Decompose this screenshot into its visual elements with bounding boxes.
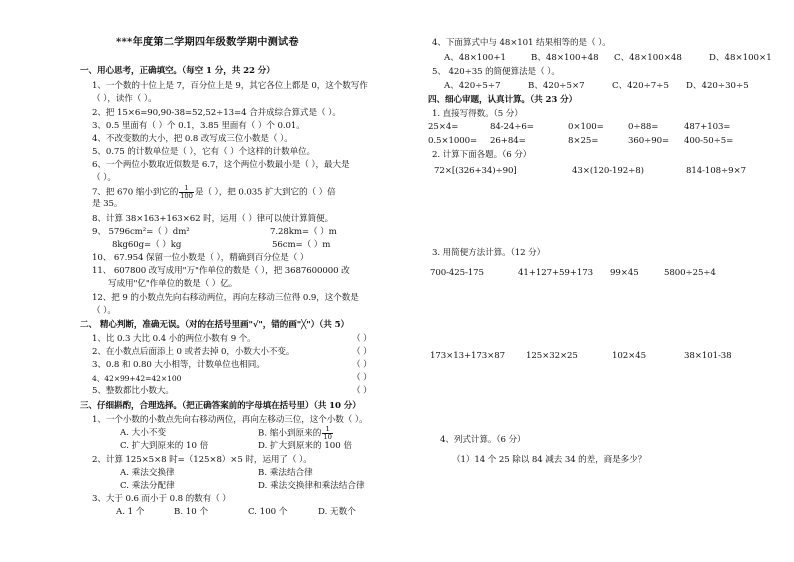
s3-q1-option-d: D. 扩大到原来的 100 倍 [258,441,353,451]
s2-bracket-2: （ ） [352,347,372,357]
direct-calc-r1-2: 84-24÷6= [490,122,534,132]
s1-q7-post: 是（ ），把 0.035 扩大到它的（ ）倍 [194,187,336,198]
s3-q3-option-a: A. 1 个 [116,507,145,517]
s3-q3-option-d: D. 无数个 [318,507,356,517]
simple-calc-r2-1: 173×13+173×87 [430,351,505,361]
direct-calc-r2-1: 0.5×1000= [428,136,478,146]
simple-calc-heading: 3. 用简便方法计算。（12 分） [432,248,546,258]
s2-bracket-3: （ ） [352,360,372,370]
s1-q1-line2: （ ），读作（ ）。 [92,94,157,104]
s1-q12-line1: 12、把 9 的小数点先向右移动两位，再向左移动三位得 0.9，这个数是 [92,293,359,303]
s2-bracket-5: （ ） [352,386,372,396]
s3-q5-option-a: A、420÷5÷7 [444,81,501,91]
s3-q1-b-frac-den: 10 [323,432,332,441]
s3-q1-b-text: B. 缩小到原来的 [258,428,322,439]
s3-q5-option-d: D、420÷30÷5 [686,81,749,91]
direct-calc-r1-4: 0÷88= [628,122,659,132]
s1-q7-line1 [92,185,336,199]
s3-q4-option-c: C、48×100×48 [614,53,682,63]
s3-q5-option-b: B、420÷5×7 [528,81,585,91]
page-title: ***年度第二学期四年级数学期中测试卷 [116,36,299,48]
s1-q11-line2: 写成用"亿"作单位的数是（ ）亿。 [108,279,238,289]
s1-q8: 8、计算 38×163+163×62 时，运用（ ）律可以使计算简便。 [92,214,334,224]
simple-calc-r2-4: 38×101-38 [684,351,732,361]
s3-q3: 3、大于 0.6 而小于 0.8 的数有（ ） [92,494,231,504]
direct-calc-r1-1: 25×4= [428,122,459,132]
simple-calc-r1-3: 99×45 [610,268,639,278]
s1-q9-left1: 9、 5796cm²=（ ）dm² [92,227,190,237]
simple-calc-r1-2: 41+127+59+173 [518,268,593,278]
s2-item-3: 3、0.8 和 0.80 大小相等，计数单位也相同。 [92,360,265,370]
s3-q4-option-d: D、48×100×1 [709,53,772,63]
s2-bracket-1: （ ） [352,334,372,344]
s1-q7-fraction [179,185,194,199]
s3-q1-b-frac-num: 1 [322,426,333,434]
direct-calc-r2-5: 400-50÷5= [684,136,734,146]
s3-q4: 4、下面算式中与 48×101 结果相等的是（ ）。 [432,38,611,48]
s3-q1-option-a: A. 大小不变 [120,428,167,438]
s1-q7-frac-num: 1 [179,185,194,193]
direct-calc-r1-3: 0×100= [568,122,604,132]
s1-q2: 2、把 15×6=90,90-38=52,52÷13=4 合并成综合算式是（ ）。 [92,108,341,118]
s1-q3: 3、0.5 里面有（ ）个 0.1，3.85 里面有（ ）个 0.01。 [92,121,305,131]
s3-q1: 1、一个小数的小数点先向右移动两位，再向左移动三位，这个小数（ ）。 [92,415,368,425]
s1-q7-line2: 是 35。 [92,199,123,209]
s2-item-4: 4、42×99+42=42×100 [92,374,182,383]
s2-item-2: 2、在小数点后面添上 0 或者去掉 0，小数大小不变。 [92,347,295,357]
direct-calc-heading: 1. 直接写得数。（5 分） [432,109,523,119]
s3-q4-option-b: B、48×100+48 [531,53,599,63]
s1-q9-right1: 7.28km=（ ）m [270,227,337,237]
s1-q4: 4、不改变数的大小，把 0.8 改写成三位小数是（ ）。 [92,134,293,144]
s1-q11-line1: 11、 607800 改写成用"万"作单位的数是（ ），把 3687600000 改 [92,266,350,276]
s3-q4-option-a: A、48×100+1 [444,53,507,63]
steps-calc-1: 72×[(326+34)÷90] [434,166,517,176]
s1-q7-frac-den: 100 [180,191,193,200]
direct-calc-r2-2: 26+84= [490,136,526,146]
s3-q2-option-b: B. 乘法结合律 [258,468,313,478]
s1-q12-line2: （ ）。 [92,306,116,316]
s1-q10: 10、 67.954 保留一位小数是（ ），精确到百分位是（ ） [92,253,309,263]
s2-bracket-4: （ ） [352,373,372,383]
direct-calc-r2-3: 8×25= [568,136,599,146]
direct-calc-r1-5: 487+103= [684,122,731,132]
steps-calc-heading: 2. 计算下面各题。（6 分） [432,150,532,160]
s2-item-1: 1、比 0.3 大比 0.4 小的两位小数有 9 个。 [92,334,256,344]
s3-q1-b-fraction [322,426,333,440]
section4-heading: 四、细心审题，认真计算。（共 23 分） [428,95,578,105]
word-problem-1: （1）14 个 25 除以 84 减去 34 的差，商是多少？ [452,455,647,465]
s3-q1-option-c: C. 扩大到原来的 10 倍 [120,441,209,451]
s3-q2-option-d: D. 乘法交换律和乘法结合律 [258,481,365,491]
simple-calc-r2-2: 125×32×25 [526,351,578,361]
section1-heading: 一、用心思考，正确填空。（每空 1 分，共 22 分） [80,66,275,76]
s3-q2-option-a: A. 乘法交换律 [120,468,175,478]
s1-q1-line1: 1、一个数的十位上是 7，百分位上是 9，其它各位上都是 0，这个数写作 [92,81,368,91]
s3-q1-option-b [258,426,334,440]
s1-q9-right2: 56cm=（ ）m [272,240,331,250]
steps-calc-3: 814-108÷9×7 [686,166,746,176]
s3-q5-option-c: C、420÷7÷5 [612,81,669,91]
s1-q6-line2: （ ）。 [92,173,116,183]
simple-calc-r1-1: 700-425-175 [430,268,484,278]
direct-calc-r2-4: 360÷90= [628,136,670,146]
s3-q5: 5、 420÷35 的简便算法是（ ）。 [432,67,560,77]
s2-item-5: 5、整数都比小数大。 [92,386,174,396]
s3-q2: 2、计算 125×5×8 时=（125×8）×5 时，运用了（ ）。 [92,455,312,465]
s1-q6-line1: 6、一个两位小数取近似数是 6.7，这个两位小数最小是（ ），最大是 [92,160,350,170]
s1-q5: 5、0.75 的计数单位是（ ），它有（ ）个这样的计数单位。 [92,147,316,157]
s1-q9-left2: 8kg60g=（ ）kg [112,240,182,250]
section3-heading: 三、仔细斟酌，合理选择。（把正确答案前的字母填在括号里）（共 10 分） [80,401,361,411]
word-problem-heading: 4、列式计算。（6 分） [440,435,526,445]
s1-q7-pre: 7、把 670 缩小到它的 [92,187,179,198]
simple-calc-r2-3: 102×45 [612,351,646,361]
s3-q2-option-c: C. 乘法分配律 [120,481,175,491]
section2-heading: 二、 精心判断，准确无误。（对的在括号里画"√"，错的画"╳"）（共 5） [80,320,350,330]
s3-q3-option-c: C. 100 个 [248,507,288,517]
simple-calc-r1-4: 5800÷25÷4 [664,268,716,278]
steps-calc-2: 43×(120-192÷8) [572,166,644,176]
s3-q3-option-b: B. 10 个 [174,507,209,517]
